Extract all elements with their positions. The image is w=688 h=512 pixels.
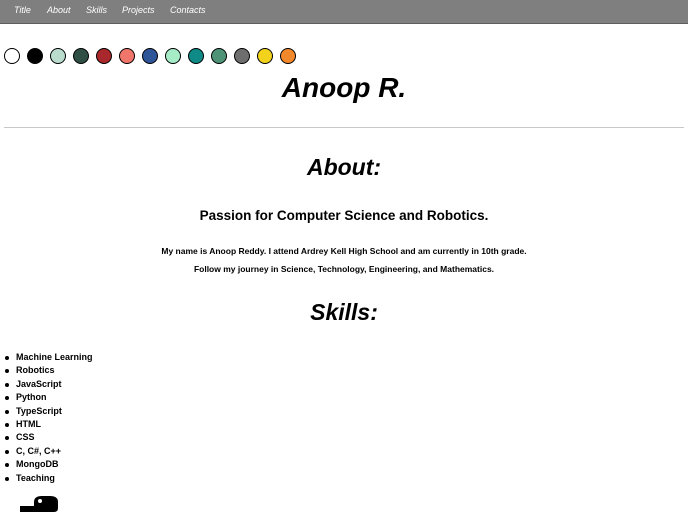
about-paragraph-journey: Follow my journey in Science, Technology, Engineering, and Mathematics.: [193, 264, 495, 274]
skill-item: Robotics: [16, 364, 93, 377]
color-swatch-light-green[interactable]: [165, 48, 181, 64]
color-swatch-black[interactable]: [27, 48, 43, 64]
nav-link-projects[interactable]: Projects: [122, 5, 155, 15]
nav-link-contacts[interactable]: Contacts: [170, 5, 206, 15]
color-swatch-yellow[interactable]: [257, 48, 273, 64]
skill-item: C, C#, C++: [16, 445, 93, 458]
skill-item: Machine Learning: [16, 351, 93, 364]
skill-item: MongoDB: [16, 458, 93, 471]
color-swatch-white[interactable]: [4, 48, 20, 64]
skills-list: [0, 351, 93, 485]
color-swatch-dark-green[interactable]: [73, 48, 89, 64]
color-swatch-salmon[interactable]: [119, 48, 135, 64]
page-title: Anoop R.: [281, 72, 407, 103]
about-paragraph-intro: My name is Anoop Reddy. I attend Ardrey Kell High School and am currently in 10th grade.: [161, 246, 527, 256]
header-divider: [4, 127, 684, 128]
about-tagline: Passion for Computer Science and Robotics.: [199, 208, 489, 223]
color-swatch-teal[interactable]: [188, 48, 204, 64]
color-swatch-orange[interactable]: [280, 48, 296, 64]
color-swatch-red[interactable]: [96, 48, 112, 64]
color-swatch-mint[interactable]: [50, 48, 66, 64]
skill-item: Python: [16, 391, 93, 404]
skill-item: Teaching: [16, 472, 93, 485]
nav-link-about[interactable]: About: [47, 5, 71, 15]
top-navbar: [0, 0, 688, 24]
nav-link-skills[interactable]: Skills: [86, 5, 108, 15]
nav-link-title[interactable]: Title: [14, 5, 31, 15]
skill-item: JavaScript: [16, 378, 93, 391]
skill-item: TypeScript: [16, 405, 93, 418]
color-swatch-sea-green[interactable]: [211, 48, 227, 64]
color-swatch-gray[interactable]: [234, 48, 250, 64]
color-swatch-blue[interactable]: [142, 48, 158, 64]
python-logo-icon: [18, 494, 66, 512]
about-heading: About:: [306, 154, 382, 180]
skill-item: CSS: [16, 431, 93, 444]
skill-item: HTML: [16, 418, 93, 431]
skills-heading: Skills:: [310, 299, 378, 325]
